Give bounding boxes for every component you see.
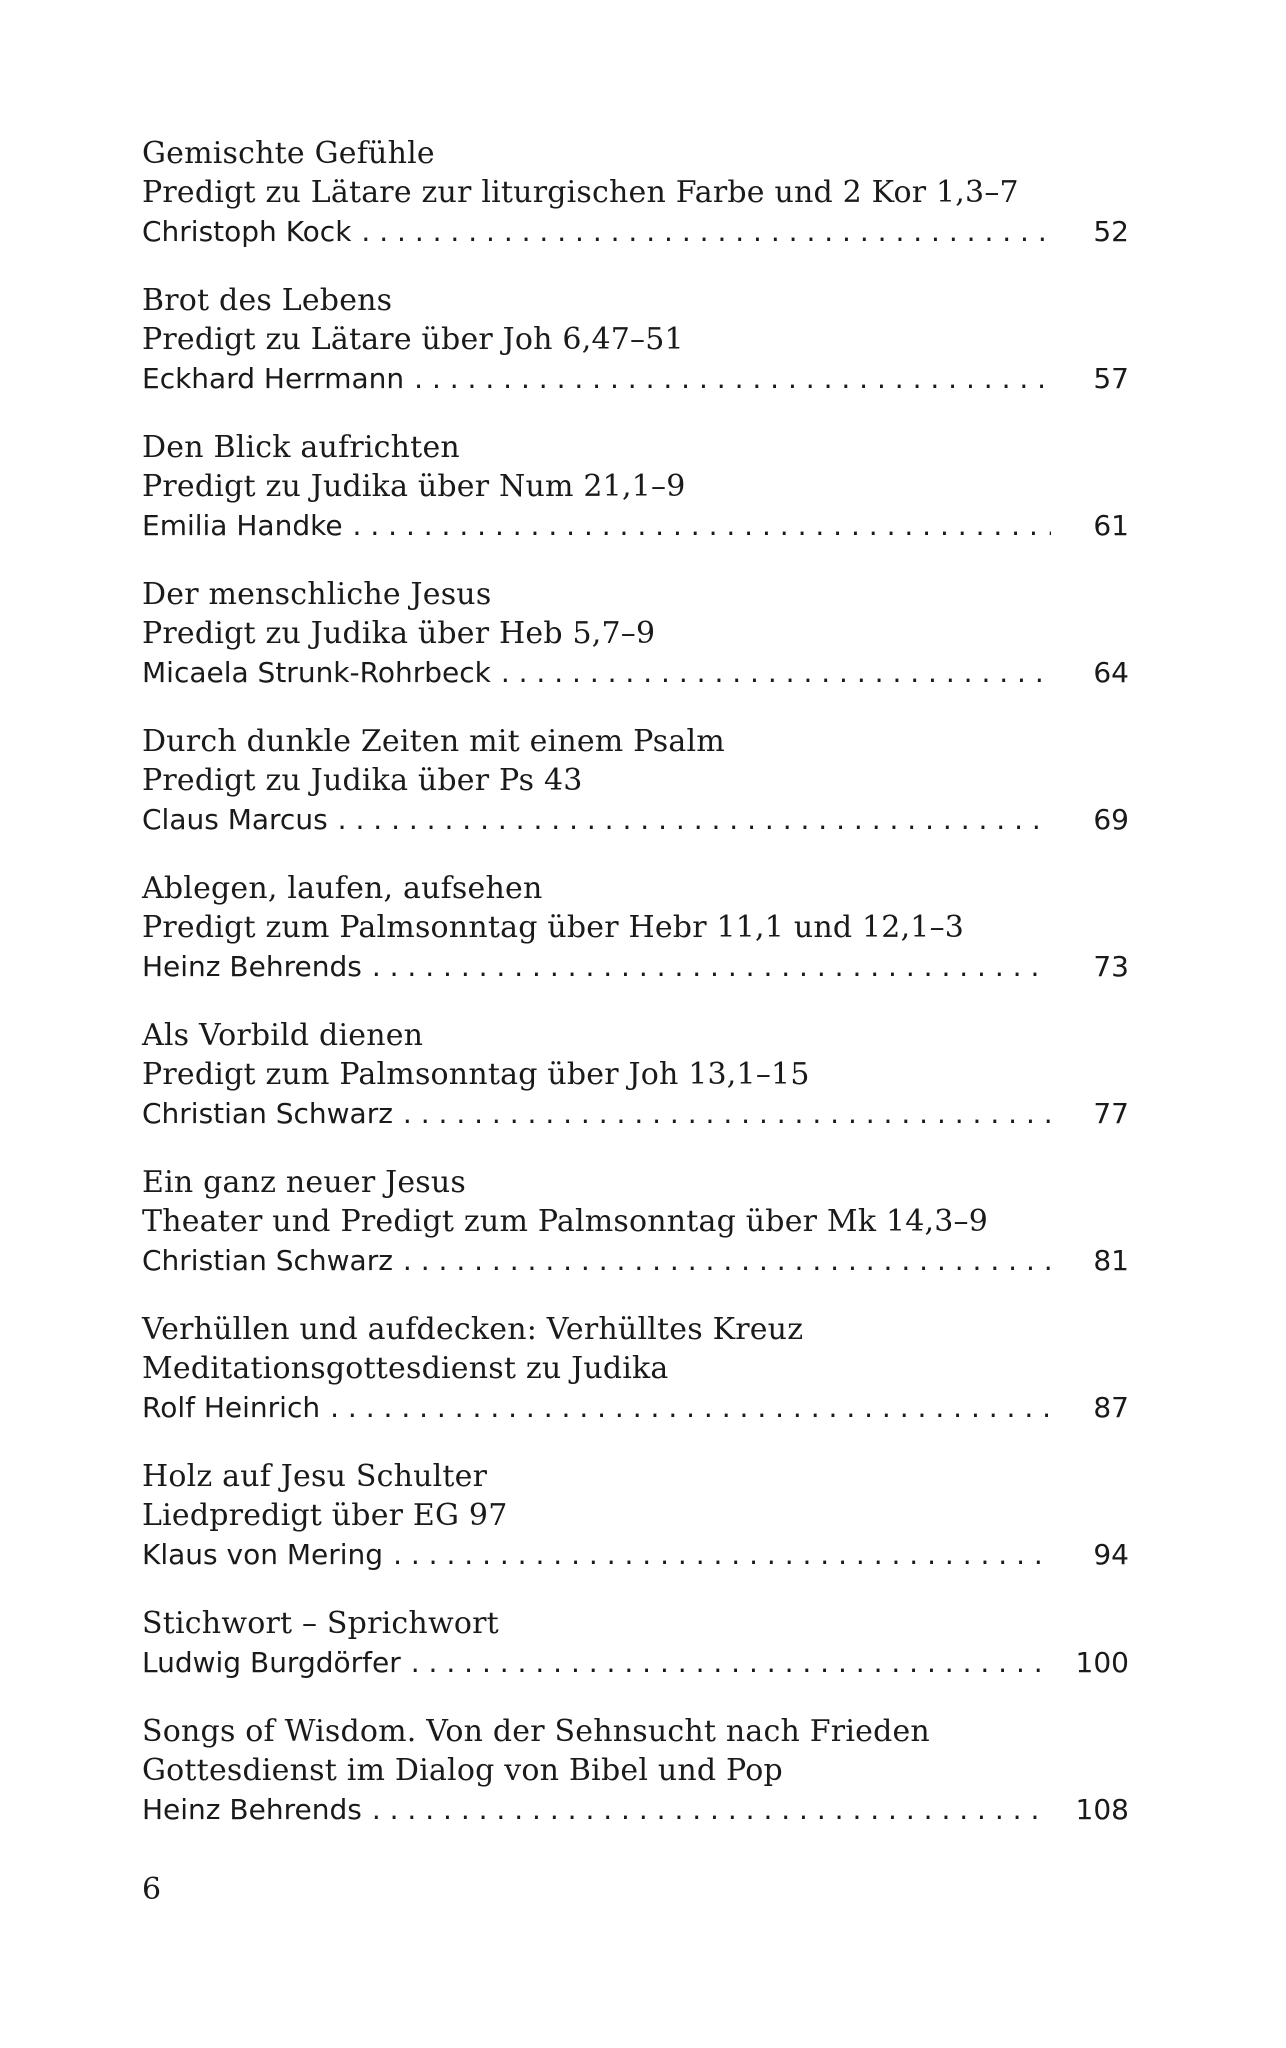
toc-entry xyxy=(142,1457,1129,1574)
entry-page-number: 108 xyxy=(1075,1793,1129,1826)
toc-entry xyxy=(142,281,1129,398)
entry-author: Heinz Behrends xyxy=(142,1793,362,1826)
entry-author: Klaus von Mering xyxy=(142,1538,384,1571)
toc-entry xyxy=(142,1163,1129,1280)
entry-page-number: 81 xyxy=(1093,1244,1129,1277)
entry-page-number: 100 xyxy=(1075,1646,1129,1679)
entry-author-line xyxy=(142,506,1129,545)
entry-subtitle: Predigt zu Judika über Num 21,1–9 xyxy=(142,469,686,504)
dot-leader xyxy=(353,506,1051,545)
entry-author: Ludwig Burgdörfer xyxy=(142,1646,401,1679)
dot-leader xyxy=(403,1241,1051,1280)
dot-leader xyxy=(414,359,1051,398)
entry-subtitle: Gottesdienst im Dialog von Bibel und Pop xyxy=(142,1753,783,1788)
entry-author-line xyxy=(142,1790,1129,1829)
entry-page-number: 61 xyxy=(1093,509,1129,542)
entry-subtitle: Predigt zum Palmsonntag über Joh 13,1–15 xyxy=(142,1057,810,1092)
entry-subtitle: Predigt zu Lätare über Joh 6,47–51 xyxy=(142,322,684,357)
entry-page-number: 64 xyxy=(1093,656,1129,689)
entry-author-line xyxy=(142,1643,1129,1682)
dot-leader xyxy=(372,1790,1051,1829)
toc-entry xyxy=(142,1604,1129,1682)
entry-author: Claus Marcus xyxy=(142,803,328,836)
entry-author: Heinz Behrends xyxy=(142,950,362,983)
entry-author: Christian Schwarz xyxy=(142,1244,393,1277)
entry-author-line xyxy=(142,212,1129,251)
entry-page-number: 52 xyxy=(1093,215,1129,248)
dot-leader xyxy=(501,653,1051,692)
entry-author-line xyxy=(142,947,1129,986)
entry-title: Gemischte Gefühle xyxy=(142,136,435,171)
dot-leader xyxy=(330,1388,1051,1427)
entry-page-number: 94 xyxy=(1093,1538,1129,1571)
toc-entry xyxy=(142,1016,1129,1133)
dot-leader xyxy=(411,1643,1051,1682)
entry-title: Ein ganz neuer Jesus xyxy=(142,1165,467,1200)
entry-author: Christian Schwarz xyxy=(142,1097,393,1130)
page-folio-number: 6 xyxy=(142,1872,162,1907)
entry-page-number: 57 xyxy=(1093,362,1129,395)
entry-title: Stichwort – Sprichwort xyxy=(142,1606,499,1641)
entry-author: Christoph Kock xyxy=(142,215,352,248)
entry-subtitle: Predigt zu Judika über Ps 43 xyxy=(142,763,583,798)
dot-leader xyxy=(338,800,1051,839)
dot-leader xyxy=(403,1094,1051,1133)
entry-page-number: 77 xyxy=(1093,1097,1129,1130)
toc-entry xyxy=(142,1712,1129,1829)
table-of-contents xyxy=(142,134,1129,1859)
entry-author-line xyxy=(142,1388,1129,1427)
entry-subtitle: Theater und Predigt zum Palmsonntag über Mk 14,3–9 xyxy=(142,1204,989,1239)
entry-page-number: 69 xyxy=(1093,803,1129,836)
entry-author: Emilia Handke xyxy=(142,509,343,542)
entry-title: Durch dunkle Zeiten mit einem Psalm xyxy=(142,724,725,759)
entry-author: Eckhard Herrmann xyxy=(142,362,405,395)
entry-author: Micaela Strunk-Rohrbeck xyxy=(142,656,491,689)
toc-entry xyxy=(142,575,1129,692)
dot-leader xyxy=(393,1535,1051,1574)
entry-author-line xyxy=(142,1535,1129,1574)
toc-entry xyxy=(142,134,1129,251)
entry-title: Den Blick aufrichten xyxy=(142,430,460,465)
dot-leader xyxy=(361,212,1051,251)
toc-entry xyxy=(142,722,1129,839)
entry-title: Brot des Lebens xyxy=(142,283,393,318)
entry-subtitle: Predigt zu Lätare zur liturgischen Farbe und 2 Kor 1,3–7 xyxy=(142,175,1019,210)
entry-title: Holz auf Jesu Schulter xyxy=(142,1459,488,1494)
entry-subtitle: Predigt zum Palmsonntag über Hebr 11,1 und 12,1–3 xyxy=(142,910,965,945)
entry-title: Verhüllen und aufdecken: Verhülltes Kreuz xyxy=(142,1312,804,1347)
entry-page-number: 87 xyxy=(1093,1391,1129,1424)
entry-subtitle: Meditationsgottesdienst zu Judika xyxy=(142,1351,669,1386)
entry-title: Ablegen, laufen, aufsehen xyxy=(142,871,543,906)
toc-entry xyxy=(142,869,1129,986)
entry-author-line xyxy=(142,1094,1129,1133)
entry-title: Als Vorbild dienen xyxy=(142,1018,424,1053)
entry-title: Der menschliche Jesus xyxy=(142,577,492,612)
entry-subtitle: Predigt zu Judika über Heb 5,7–9 xyxy=(142,616,656,651)
entry-author: Rolf Heinrich xyxy=(142,1391,321,1424)
entry-author-line xyxy=(142,653,1129,692)
entry-author-line xyxy=(142,800,1129,839)
dot-leader xyxy=(372,947,1051,986)
toc-entry xyxy=(142,1310,1129,1427)
toc-entry xyxy=(142,428,1129,545)
entry-title: Songs of Wisdom. Von der Sehnsucht nach Frieden xyxy=(142,1714,930,1749)
entry-author-line xyxy=(142,1241,1129,1280)
entry-page-number: 73 xyxy=(1093,950,1129,983)
entry-subtitle: Liedpredigt über EG 97 xyxy=(142,1498,508,1533)
entry-author-line xyxy=(142,359,1129,398)
